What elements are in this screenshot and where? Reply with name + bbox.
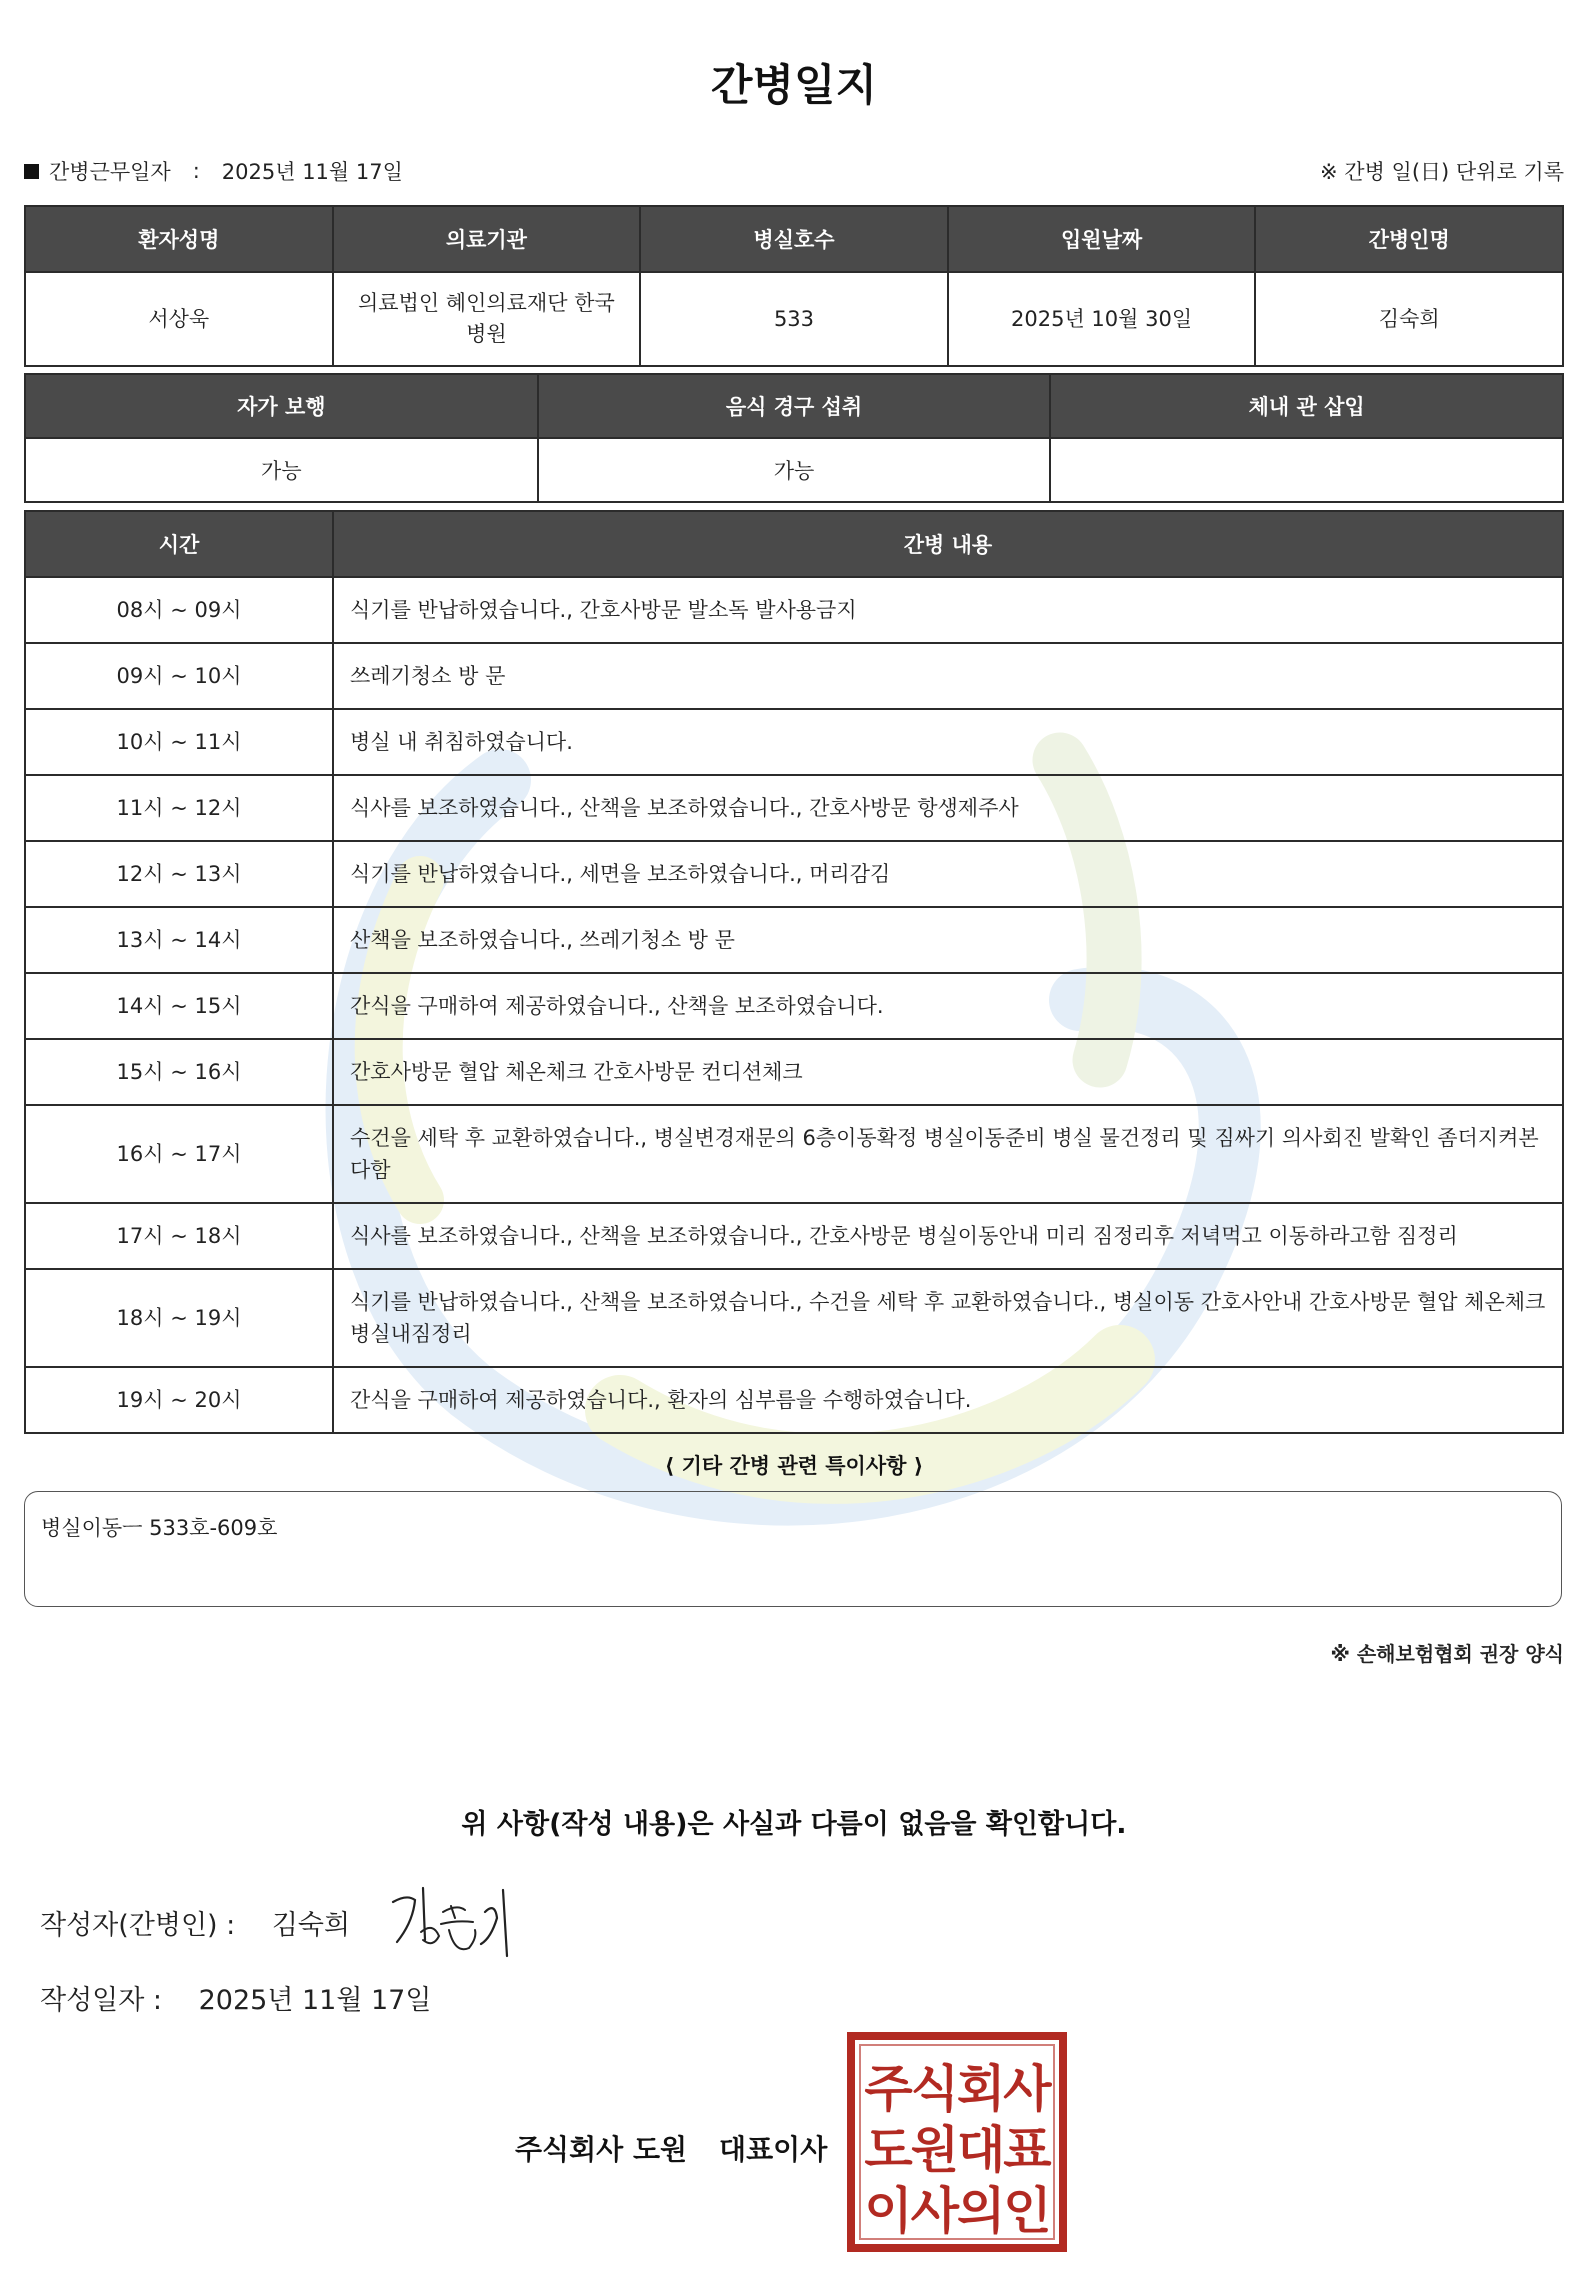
company-representative-title: 대표이사 (719, 2133, 828, 2166)
table-row (25, 973, 1563, 1039)
caregiver-name: 김숙희 (1255, 272, 1563, 366)
row-content: 쓰레기청소 방 문 (333, 643, 1563, 709)
table-row (25, 907, 1563, 973)
table-row (25, 1203, 1563, 1269)
row-content: 간식을 구매하여 제공하였습니다., 산책을 보조하였습니다. (333, 973, 1563, 1039)
row-time: 13시 ~ 14시 (25, 907, 333, 973)
company-name: 주식회사 도원 (515, 2133, 688, 2166)
row-time: 18시 ~ 19시 (25, 1269, 333, 1367)
handwritten-signature (385, 1882, 525, 1962)
bullet-square-icon (24, 164, 39, 179)
patient-name: 서상욱 (25, 272, 333, 366)
header-care-content: 간병 내용 (333, 511, 1563, 577)
svg-text:도원대표: 도원대표 (864, 2121, 1050, 2179)
table-row (25, 1105, 1563, 1203)
row-content: 간호사방문 혈압 체온체크 간호사방문 컨디션체크 (333, 1039, 1563, 1105)
unit-note: ※ 간병 일(日) 단위로 기록 (1320, 160, 1564, 184)
row-content: 식기를 반납하였습니다., 간호사방문 발소독 발사용금지 (333, 577, 1563, 643)
header-hospital: 의료기관 (333, 206, 641, 272)
patient-info-table (24, 205, 1564, 367)
company-seal-stamp (845, 2030, 1069, 2254)
row-time: 17시 ~ 18시 (25, 1203, 333, 1269)
written-date-line (40, 1978, 431, 2017)
tube-insertion-value (1050, 438, 1563, 502)
work-date-line (24, 156, 403, 186)
header-tube-insertion: 체내 관 삽입 (1050, 374, 1563, 438)
table-header-row (25, 206, 1563, 272)
table-row (25, 709, 1563, 775)
table-row (25, 643, 1563, 709)
svg-text:이사의인: 이사의인 (864, 2182, 1050, 2240)
header-admission-date: 입원날짜 (948, 206, 1256, 272)
header-caregiver-name: 간병인명 (1255, 206, 1563, 272)
header-room: 병실호수 (640, 206, 948, 272)
row-time: 08시 ~ 09시 (25, 577, 333, 643)
row-time: 16시 ~ 17시 (25, 1105, 333, 1203)
hospital-name: 의료법인 혜인의료재단 한국병원 (333, 272, 641, 366)
care-log-table (24, 510, 1564, 1434)
table-row (25, 1039, 1563, 1105)
header-self-walking: 자가 보행 (25, 374, 538, 438)
row-time: 10시 ~ 11시 (25, 709, 333, 775)
table-header-row (25, 511, 1563, 577)
header-oral-intake: 음식 경구 섭취 (538, 374, 1051, 438)
written-date-label: 작성일자 : (40, 1985, 163, 2016)
confirmation-statement: 위 사항(작성 내용)은 사실과 다름이 없음을 확인합니다. (461, 1809, 1127, 1840)
special-notes-title: ⟨ 기타 간병 관련 특이사항 ⟩ (664, 1454, 924, 1478)
svg-text:주식회사: 주식회사 (864, 2060, 1050, 2118)
patient-status-table (24, 373, 1564, 503)
row-content: 수건을 세탁 후 교환하였습니다., 병실변경재문의 6층이동확정 병실이동준비 병실 물건정리 및 짐싸기 의사회진 발확인 좀더지켜본다함 (333, 1105, 1563, 1203)
table-row (25, 1269, 1563, 1367)
row-content: 식기를 반납하였습니다., 산책을 보조하였습니다., 수건을 세탁 후 교환하였습니다., 병실이동 간호사안내 간호사방문 혈압 체온체크 병실내짐정리 (333, 1269, 1563, 1367)
table-row (25, 438, 1563, 502)
work-date-label: 간병근무일자 (49, 160, 171, 184)
company-line (515, 2128, 827, 2168)
work-date-separator: : (192, 159, 200, 183)
header-patient-name: 환자성명 (25, 206, 333, 272)
row-time: 09시 ~ 10시 (25, 643, 333, 709)
table-header-row (25, 374, 1563, 438)
writer-name: 김숙희 (271, 1910, 351, 1941)
row-content: 간식을 구매하여 제공하였습니다., 환자의 심부름을 수행하였습니다. (333, 1367, 1563, 1433)
row-content: 식사를 보조하였습니다., 산책을 보조하였습니다., 간호사방문 병실이동안내 미리 짐정리후 저녁먹고 이동하라고함 짐정리 (333, 1203, 1563, 1269)
table-row (25, 272, 1563, 366)
writer-line (40, 1903, 350, 1942)
row-time: 11시 ~ 12시 (25, 775, 333, 841)
table-row (25, 577, 1563, 643)
written-date-value: 2025년 11월 17일 (198, 1985, 432, 2016)
recommend-note: ※ 손해보험협회 권장 양식 (1330, 1642, 1564, 1666)
table-row (25, 841, 1563, 907)
work-date-value: 2025년 11월 17일 (221, 160, 403, 184)
row-time: 19시 ~ 20시 (25, 1367, 333, 1433)
row-content: 병실 내 취침하였습니다. (333, 709, 1563, 775)
admission-date: 2025년 10월 30일 (948, 272, 1256, 366)
row-content: 식기를 반납하였습니다., 세면을 보조하였습니다., 머리감김 (333, 841, 1563, 907)
room-number: 533 (640, 272, 948, 366)
header-time: 시간 (25, 511, 333, 577)
document-title: 간병일지 (710, 61, 878, 111)
table-row (25, 775, 1563, 841)
writer-label: 작성자(간병인) : (40, 1910, 236, 1941)
table-row (25, 1367, 1563, 1433)
self-walking-value: 가능 (25, 438, 538, 502)
special-notes-box: 병실이동ㅡ 533호-609호 (24, 1491, 1562, 1607)
row-time: 12시 ~ 13시 (25, 841, 333, 907)
oral-intake-value: 가능 (538, 438, 1051, 502)
row-time: 15시 ~ 16시 (25, 1039, 333, 1105)
row-content: 산책을 보조하였습니다., 쓰레기청소 방 문 (333, 907, 1563, 973)
row-time: 14시 ~ 15시 (25, 973, 333, 1039)
row-content: 식사를 보조하였습니다., 산책을 보조하였습니다., 간호사방문 항생제주사 (333, 775, 1563, 841)
